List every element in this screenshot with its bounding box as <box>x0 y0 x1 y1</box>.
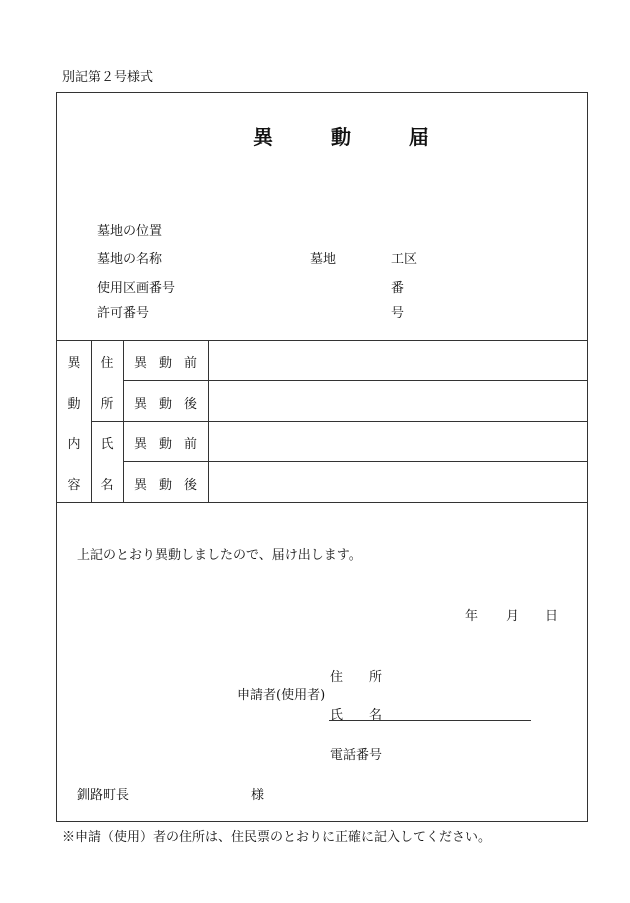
date-day-label: 日 <box>545 609 559 624</box>
address-label-char-2: 所 <box>100 397 114 412</box>
cemetery-position-label: 墓地の位置 <box>97 224 163 239</box>
applicant-label: 申請者(使用者) <box>237 688 326 703</box>
group-label-char-2: 動 <box>67 397 81 412</box>
cemetery-name-label: 墓地の名称 <box>97 252 163 267</box>
address-after-field[interactable] <box>209 381 587 421</box>
group-label-char-4: 容 <box>67 478 81 493</box>
form-title <box>253 121 431 150</box>
footnote-text: ※申請（使用）者の住所は、住民票のとおりに正確に記入してください。 <box>62 830 492 845</box>
applicant-address-label: 住 所 <box>330 670 383 685</box>
row-label-address-before: 異 動 前 <box>133 356 198 371</box>
name-after-field[interactable] <box>209 462 587 502</box>
group-label-char-1: 異 <box>67 356 81 371</box>
permit-number-label: 許可番号 <box>97 306 150 321</box>
name-label-char-2: 名 <box>100 478 114 493</box>
permit-suffix: 号 <box>391 306 405 321</box>
date-year-label: 年 <box>465 609 479 624</box>
applicant-name-underline <box>329 720 531 721</box>
date-month-label: 月 <box>506 609 520 624</box>
ward-suffix: 工区 <box>391 252 418 267</box>
group-label-char-3: 内 <box>67 437 81 452</box>
name-label-char-1: 氏 <box>100 437 114 452</box>
cemetery-suffix: 墓地 <box>310 252 337 267</box>
applicant-phone-label: 電話番号 <box>330 748 383 763</box>
table-bottom-border <box>57 502 587 503</box>
row-label-address-after: 異 動 後 <box>133 397 198 412</box>
address-label-char-1: 住 <box>100 356 114 371</box>
plot-suffix: 番 <box>391 281 405 296</box>
title-char-2: 動 <box>330 125 353 149</box>
form-id: 別記第２号様式 <box>62 70 154 85</box>
statement-text: 上記のとおり異動しましたので、届け出します。 <box>77 548 362 563</box>
addressee-honorific: 様 <box>251 788 265 803</box>
row-label-name-after: 異 動 後 <box>133 478 198 493</box>
address-before-field[interactable] <box>209 341 587 380</box>
notification-form <box>56 92 588 822</box>
name-before-field[interactable] <box>209 422 587 461</box>
title-char-3: 届 <box>408 125 431 149</box>
applicant-name-label: 氏 名 <box>330 708 383 723</box>
addressee-name: 釧路町長 <box>77 788 130 803</box>
row-label-name-before: 異 動 前 <box>133 437 198 452</box>
title-char-1: 異 <box>253 125 275 149</box>
plot-number-label: 使用区画番号 <box>97 281 176 296</box>
